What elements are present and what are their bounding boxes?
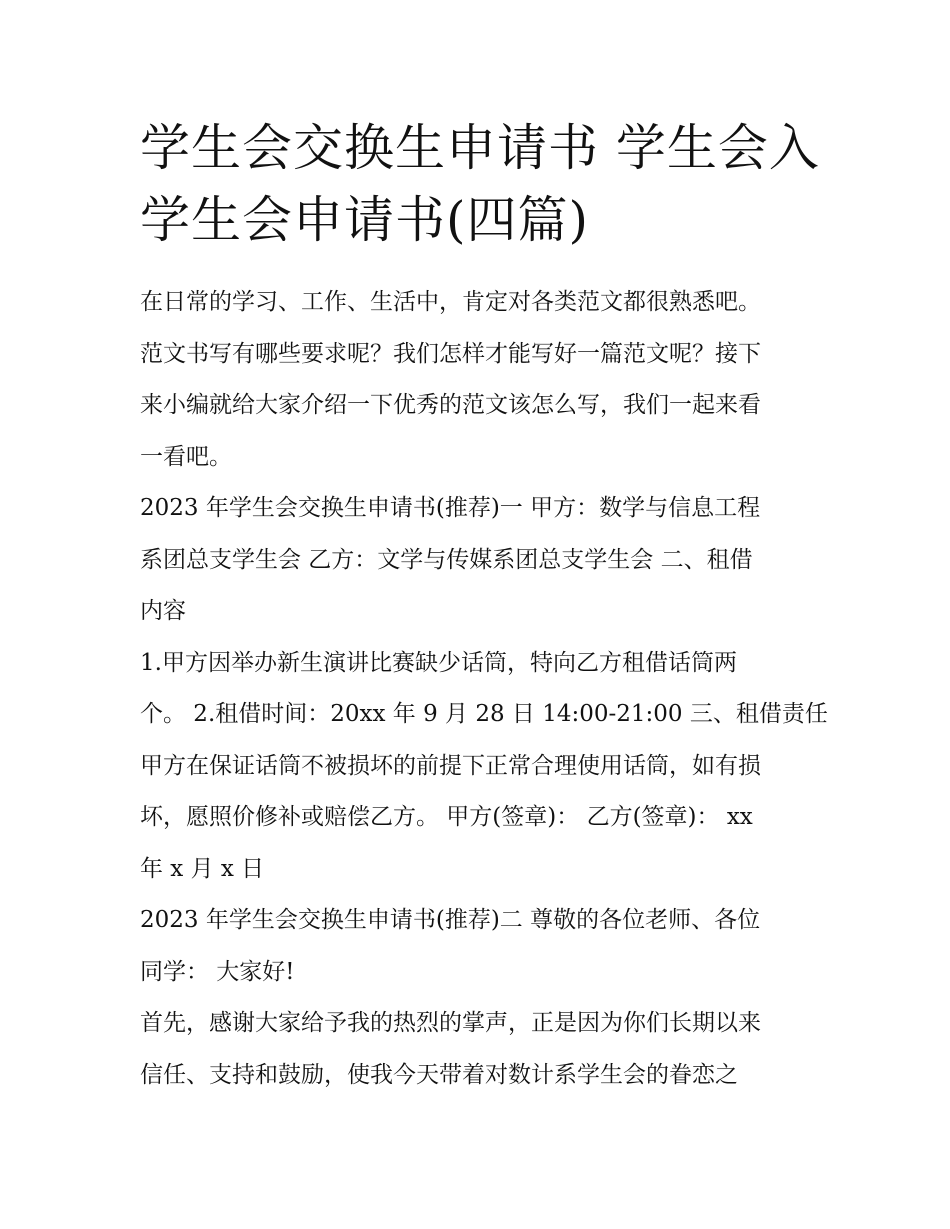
paragraph-sample-two-header bbox=[140, 895, 820, 998]
paragraph-sample-one-body bbox=[140, 638, 828, 896]
text-line: 首先，感谢大家给予我的热烈的掌声，正是因为你们长期以来 bbox=[140, 1010, 761, 1036]
text-line: 同学： 大家好! bbox=[140, 958, 295, 985]
document-body bbox=[140, 277, 828, 1101]
text-line: 1.甲方因举办新生演讲比赛缺少话筒，特向乙方租借话筒两 bbox=[140, 649, 737, 676]
text-line: 信任、支持和鼓励，使我今天带着对数计系学生会的眷恋之 bbox=[140, 1061, 738, 1088]
text-line: 年 x 月 x 日 bbox=[140, 855, 265, 882]
paragraph-intro bbox=[140, 277, 820, 483]
text-line: 来小编就给大家介绍一下优秀的范文该怎么写，我们一起来看 bbox=[140, 392, 761, 418]
text-line: 个。 2.租借时间：20xx 年 9 月 28 日 14:00-21:00 三、租借责任 bbox=[140, 701, 828, 727]
text-line: 在日常的学习、工作、生活中，肯定对各类范文都很熟悉吧。 bbox=[140, 289, 761, 315]
text-line: 2023 年学生会交换生申请书(推荐)一 甲方：数学与信息工程 bbox=[140, 495, 761, 521]
text-line: 内容 bbox=[140, 598, 186, 624]
title-line-1: 学生会交换生申请书 学生会入 bbox=[140, 119, 820, 177]
document-title bbox=[140, 112, 840, 256]
text-line: 系团总支学生会 乙方：文学与传媒系团总支学生会 二、租借 bbox=[140, 546, 753, 573]
title-line-2: 学生会申请书(四篇) bbox=[140, 191, 590, 249]
text-line: 坏，愿照价修补或赔偿乙方。 甲方(签章)： 乙方(签章)： xx bbox=[140, 804, 753, 830]
text-line: 一看吧。 bbox=[140, 443, 232, 470]
text-line: 范文书写有哪些要求呢？我们怎样才能写好一篇范文呢？接下 bbox=[140, 340, 761, 367]
paragraph-sample-two-body bbox=[140, 998, 820, 1101]
text-line: 甲方在保证话筒不被损坏的前提下正常合理使用话筒，如有损 bbox=[140, 752, 761, 779]
paragraph-sample-one-header bbox=[140, 483, 820, 638]
text-line: 2023 年学生会交换生申请书(推荐)二 尊敬的各位老师、各位 bbox=[140, 907, 761, 933]
